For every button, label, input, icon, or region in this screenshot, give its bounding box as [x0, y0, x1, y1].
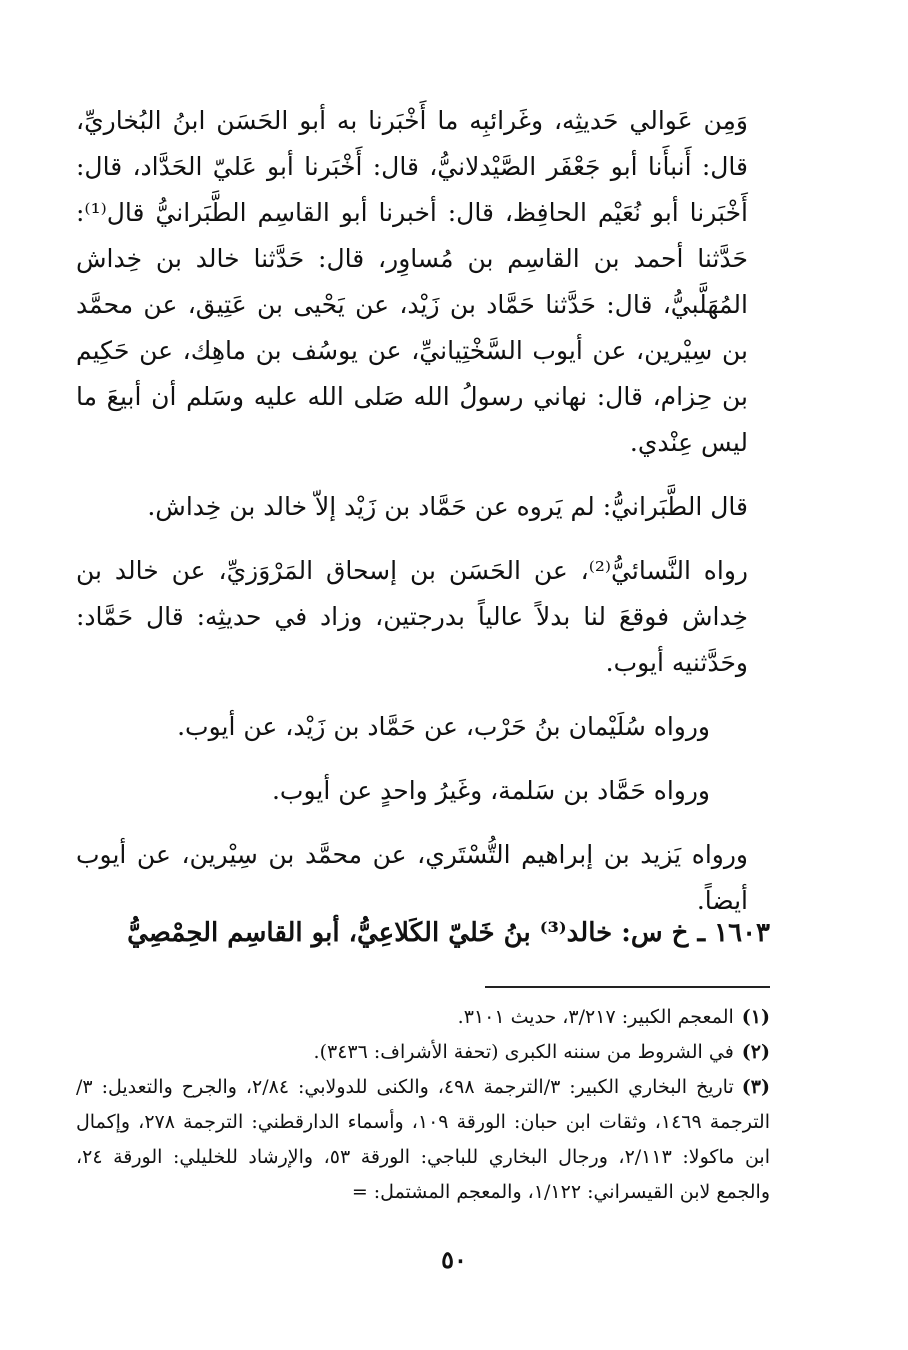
paragraph-hammad: ورواه حَمَّاد بن سَلمة، وغَيرُ واحدٍ عن أيوب. — [271, 776, 710, 805]
paragraph-tabarani: قال الطَّبَرانيُّ: لم يَروه عن حَمَّاد بن زَيْد إلاّ خالد بن خِداش. — [147, 492, 748, 521]
paragraph-yazid: ورواه يَزيد بن إبراهيم التُّسْتَري، عن محمَّد بن سِيْرين، عن أيوب أيضاً. — [76, 840, 748, 915]
footnote-text: المعجم الكبير: ٣/٢١٧، حديث ٣١٠١. — [457, 1006, 734, 1028]
footnote-number: (٢) — [741, 1041, 770, 1063]
footnote-text: في الشروط من سننه الكبرى (تحفة الأشراف: ٣٤٣٦). — [313, 1041, 734, 1063]
page-number: ٥٠ — [441, 1245, 467, 1274]
footnote-text: تاريخ البخاري الكبير: ٣/الترجمة ٤٩٨، والكنى للدولابي: ٢/٨٤، والجرح والتعديل: ٣/الترجمة ١٤٦٩، وثقات ابن حبان: الورقة ١٠٩، وأسماء الدارقطني: الترجمة ٢٧٨، وإكمال ابن ماكولا: ٢/١١٣، ورجال البخاري للباجي: الورقة ٥٣، والإرشاد للخليلي: الورقة ٢٤، والجمع لابن القيسراني: ١/١٢٢، والمعجم المشتمل: = — [76, 1076, 771, 1203]
footnote-1 — [76, 1000, 770, 1035]
footnote-number: (٣) — [741, 1076, 770, 1098]
paragraph-hadith: وَمِن عَوالي حَديثِه، وغَرائبِه ما أَخْبَرنا به أبو الحَسَن ابنُ البُخاريِّ، قال: أَنبأَنا أبو جَعْفَر الصَّيْدلانيُّ، قال: أَخْبَرنا أبو عَليّ الحَدَّاد، قال: أَخْبَرنا أبو نُعَيْم الحافِظ، قال: أخبرنا أبو القاسِم الطَّبَرانيُّ قال⁽¹⁾: حَدَّثنا أحمد بن القاسِم بن مُساوِر، قال: حَدَّثنا خالد بن خِداش المُهَلَّبيُّ، قال: حَدَّثنا حَمَّاد بن زَيْد، عن يَحْيى بن عَتِيق، عن محمَّد بن سِيْرين، عن أيوب السَّخْتِيانيِّ، عن يوسُف بن ماهِك، عن حَكِيم بن حِزام، قال: نهاني رسولُ الله صَلى الله عليه وسَلم أن أبيعَ ما ليس عِنْدي. — [76, 106, 749, 457]
footnote-number: (١) — [741, 1006, 770, 1028]
footnote-2 — [76, 1035, 770, 1070]
paragraph-nasai: رواه النَّسائيُّ⁽²⁾، عن الحَسَن بن إسحاق المَرْوَزيِّ، عن خالد بن خِداش فوقعَ لنا بدلاً عالياً بدرجتين، وزاد في حديثِه: قال حَمَّاد: وحَدَّثنيه أيوب. — [76, 556, 748, 677]
footnote-divider — [485, 986, 770, 988]
paragraph-sulayman: ورواه سُلَيْمان بنُ حَرْب، عن حَمَّاد بن زَيْد، عن أيوب. — [177, 712, 710, 741]
main-text — [76, 98, 770, 924]
footnote-3 — [76, 1070, 770, 1210]
entry-heading: ١٦٠٣ ـ خ س: خالد⁽³⁾ بنُ خَليّ الكَلاعِيُّ، أبو القاسِم الحِمْصِيُّ — [127, 918, 770, 948]
footnotes — [76, 1000, 770, 1210]
